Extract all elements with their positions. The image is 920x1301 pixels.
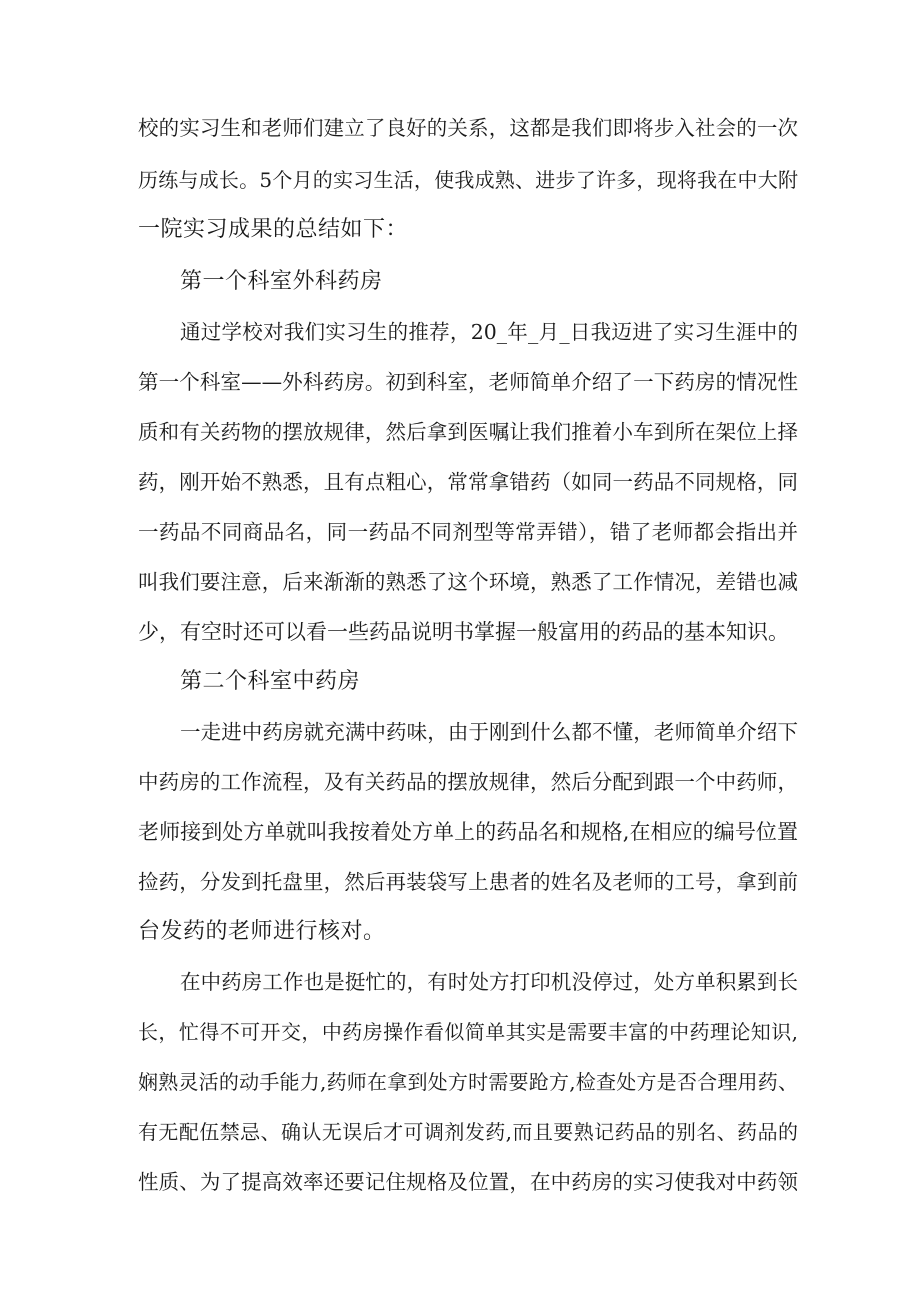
paragraph-line: 捡药，分发到托盘里，然后再装袋写上患者的姓名及老师的工号，拿到前 (138, 870, 798, 894)
paragraph-line: 药，刚开始不熟悉，且有点粗心，常常拿错药（如同一药品不同规格，同 (138, 470, 798, 494)
paragraph-line: 中药房的工作流程，及有关药品的摆放规律，然后分配到跟一个中药师， (138, 770, 798, 794)
paragraph-line: 历练与成长。5个月的实习生活，使我成熟、进步了许多，现将我在中大附 (138, 168, 798, 192)
paragraph-line: 娴熟灵活的动手能力,药师在拿到处方时需要跄方,检查处方是否合理用药、 (138, 1070, 798, 1094)
paragraph-line: 有无配伍禁忌、确认无误后才可调剂发药,而且要熟记药品的别名、药品的 (138, 1120, 798, 1144)
section-heading-surgical-pharmacy: 第一个科室外科药房 (180, 269, 383, 294)
paragraph-line: 在中药房工作也是挺忙的，有时处方打印机没停过，处方单积累到长 (180, 970, 798, 994)
paragraph-line: 校的实习生和老师们建立了良好的关系，这都是我们即将步入社会的一次 (138, 116, 798, 140)
paragraph-line: 性质、为了提高效率还要记住规格及位置，在中药房的实习使我对中药领 (138, 1170, 798, 1194)
paragraph-line: 一药品不同商品名，同一药品不同剂型等常弄错），错了老师都会指出并 (138, 520, 798, 544)
paragraph-line: 一走进中药房就充满中药味，由于刚到什么都不懂，老师简单介绍下 (180, 720, 798, 744)
paragraph-line: 老师接到处方单就叫我按着处方单上的药品名和规格,在相应的编号位置 (138, 820, 798, 844)
paragraph-line: 长，忙得不可开交，中药房操作看似简单其实是需要丰富的中药理论知识, (138, 1020, 798, 1044)
paragraph-line: 质和有关药物的摆放规律，然后拿到医嘱让我们推着小车到所在架位上择 (138, 420, 798, 444)
paragraph-line: 叫我们要注意，后来渐渐的熟悉了这个环境，熟悉了工作情况，差错也减 (138, 570, 798, 594)
paragraph-line: 一院实习成果的总结如下： (138, 217, 409, 242)
paragraph-line: 通过学校对我们实习生的推荐，20_年_月_日我迈进了实习生涯中的 (180, 320, 798, 344)
paragraph-line: 第一个科室——外科药房。初到科室，老师简单介绍了一下药房的情况性 (138, 370, 798, 394)
section-heading-chinese-pharmacy: 第二个科室中药房 (180, 669, 361, 694)
paragraph-line: 台发药的老师进行核对。 (138, 919, 386, 944)
paragraph-line: 少，有空时还可以看一些药品说明书掌握一般富用的药品的基本知识。 (138, 620, 789, 644)
